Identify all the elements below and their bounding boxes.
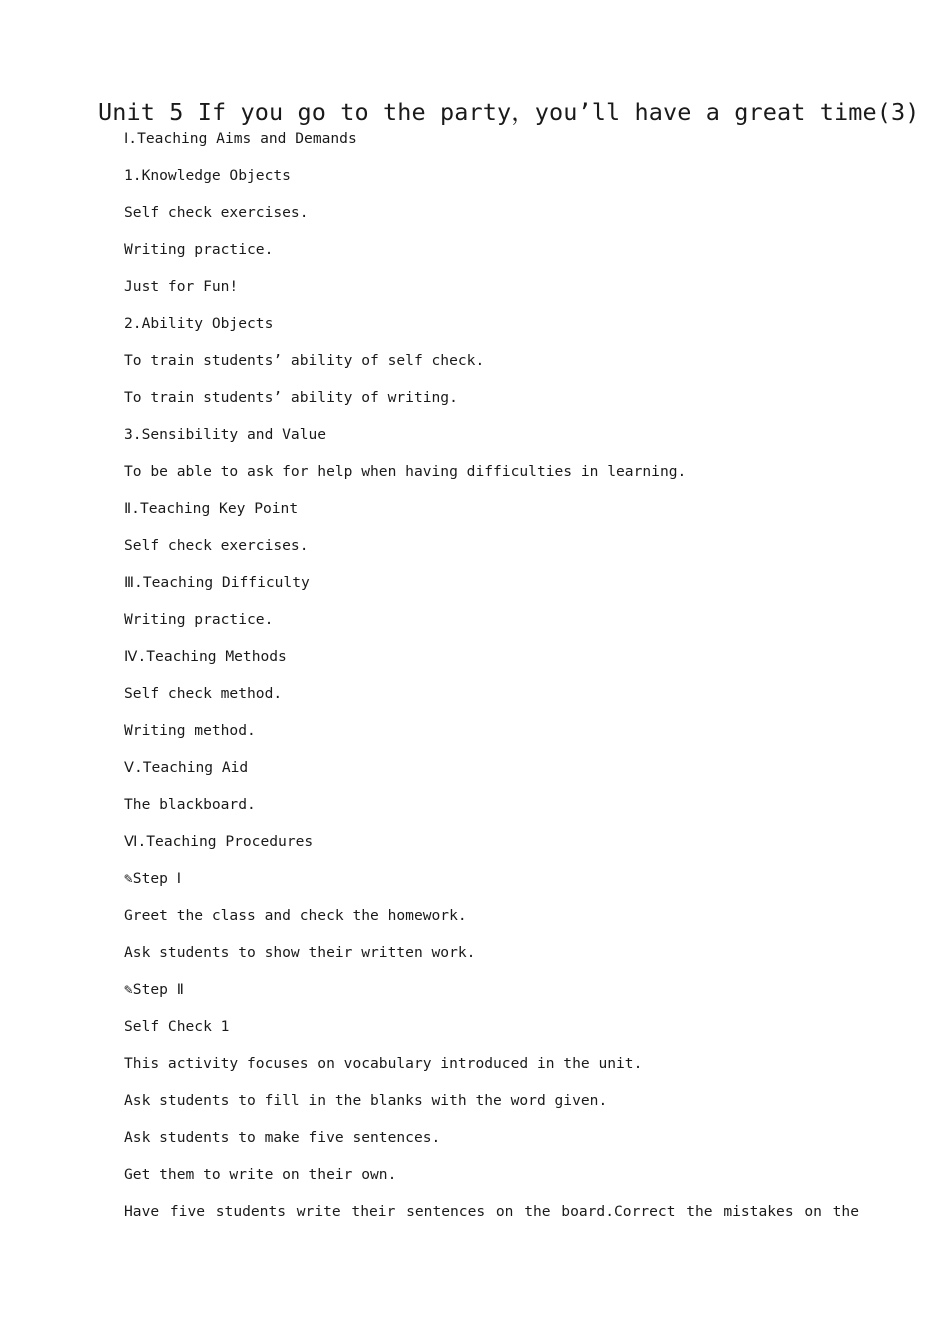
subheading-ability-objects: 2.Ability Objects <box>124 315 274 332</box>
subheading-knowledge-objects: 1.Knowledge Objects <box>124 167 291 184</box>
text-line: Writing practice. <box>124 611 274 628</box>
step-heading-1: ✎Step Ⅰ <box>124 870 182 887</box>
text-line: To train students’ ability of self check. <box>124 352 485 369</box>
section-heading-aid: Ⅴ.Teaching Aid <box>124 759 249 776</box>
document-title: Unit 5 If you go to the party，you’ll have a great time(3) <box>98 98 920 126</box>
text-line: Just for Fun! <box>124 278 239 295</box>
text-line: Have five students write their sentences on the board.Correct the mistakes on the <box>124 1203 859 1220</box>
subheading-sensibility-value: 3.Sensibility and Value <box>124 426 327 443</box>
subheading-self-check-1: Self Check 1 <box>124 1018 230 1035</box>
text-line: Ask students to make five sentences. <box>124 1129 441 1146</box>
text-line: This activity focuses on vocabulary introduced in the unit. <box>124 1055 643 1072</box>
text-line: The blackboard. <box>124 796 256 813</box>
section-heading-aims: Ⅰ.Teaching Aims and Demands <box>124 130 357 147</box>
text-line: Self check exercises. <box>124 537 309 554</box>
text-line: To be able to ask for help when having difficulties in learning. <box>124 463 687 480</box>
text-line: Greet the class and check the homework. <box>124 907 467 924</box>
text-line: Ask students to show their written work. <box>124 944 476 961</box>
text-line: Ask students to fill in the blanks with the word given. <box>124 1092 608 1109</box>
section-heading-key-point: Ⅱ.Teaching Key Point <box>124 500 299 517</box>
text-line: Get them to write on their own. <box>124 1166 397 1183</box>
section-heading-procedures: Ⅵ.Teaching Procedures <box>124 833 314 850</box>
section-heading-difficulty: Ⅲ.Teaching Difficulty <box>124 574 310 591</box>
step-heading-2: ✎Step Ⅱ <box>124 981 184 998</box>
section-heading-methods: Ⅳ.Teaching Methods <box>124 648 287 665</box>
text-line: To train students’ ability of writing. <box>124 389 458 406</box>
text-line: Self check method. <box>124 685 283 702</box>
text-line: Self check exercises. <box>124 204 309 221</box>
text-line: Writing practice. <box>124 241 274 258</box>
text-line: Writing method. <box>124 722 256 739</box>
